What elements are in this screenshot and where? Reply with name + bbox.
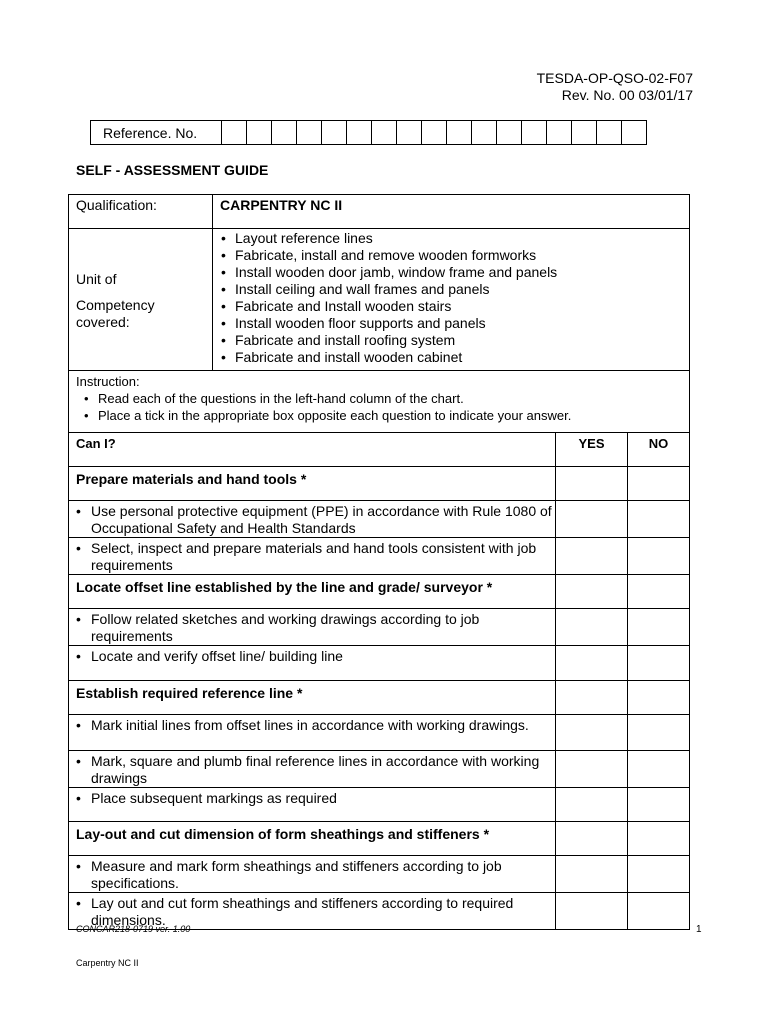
unit-item: • Install wooden door jamb, window frame and panels [213,264,689,281]
answer-no-box[interactable] [628,715,690,751]
unit-item: • Install ceiling and wall frames and panels [213,281,689,298]
question-text: Mark initial lines from offset lines in accordance with working drawings. [91,717,529,733]
question-row [69,538,690,575]
section-row [69,822,690,856]
qualification-value: CARPENTRY NC II [213,195,690,229]
question-text: Select, inspect and prepare materials and hand tools consistent with job requirements [91,540,537,573]
answer-yes-box[interactable] [556,788,628,822]
answer-no-box[interactable] [628,751,690,788]
reference-digit-box[interactable] [397,121,422,145]
answer-yes-box[interactable] [556,609,628,646]
unit-item: • Fabricate and install roofing system [213,332,689,349]
column-question-header: Can I? [69,433,556,467]
column-yes-header: YES [556,433,628,467]
section-title: Prepare materials and hand tools * [69,467,556,501]
question-row [69,751,690,788]
bullet-icon: • [76,648,81,664]
units-list [213,229,689,366]
footer-qualification: Carpentry NC II [76,958,139,968]
bullet-icon: • [76,611,81,627]
reference-digit-box[interactable] [347,121,372,145]
question-cell [69,501,556,538]
question-text: Locate and verify offset line/ building line [91,648,343,664]
qualification-label: Qualification: [69,195,213,229]
revision-number: Rev. No. 00 03/01/17 [561,87,693,103]
reference-digit-box[interactable] [247,121,272,145]
question-row [69,715,690,751]
reference-digit-box[interactable] [547,121,572,145]
section-no-box[interactable] [628,575,690,609]
answer-yes-box[interactable] [556,646,628,681]
reference-label: Reference. No. [91,121,222,145]
reference-digit-box[interactable] [322,121,347,145]
reference-digit-box[interactable] [572,121,597,145]
question-cell [69,715,556,751]
question-cell [69,538,556,575]
instruction-label: Instruction: [76,374,140,389]
question-text: Mark, square and plumb final reference lines in accordance with working drawings [91,753,540,786]
assessment-table [68,194,690,930]
question-text: Lay out and cut form sheathings and stiffeners according to required dimensions. [91,895,514,928]
instruction-cell [69,371,690,433]
unit-item: • Fabricate, install and remove wooden formworks [213,247,689,264]
question-row [69,501,690,538]
section-no-box[interactable] [628,822,690,856]
question-text: Use personal protective equipment (PPE) in accordance with Rule 1080 of Occupational Safety and Health Standards [91,503,552,536]
question-row [69,788,690,822]
answer-yes-box[interactable] [556,893,628,930]
question-cell [69,609,556,646]
unit-item: • Layout reference lines [213,230,689,247]
question-row [69,856,690,893]
reference-digit-box[interactable] [622,121,647,145]
question-cell [69,856,556,893]
section-yes-box[interactable] [556,681,628,715]
answer-no-box[interactable] [628,646,690,681]
instruction-item: • Place a tick in the appropriate box opposite each question to indicate your answer. [76,407,689,424]
answer-yes-box[interactable] [556,715,628,751]
question-text: Follow related sketches and working drawings according to job requirements [91,611,480,644]
section-row [69,467,690,501]
reference-digit-box[interactable] [222,121,247,145]
question-cell [69,646,556,681]
answer-yes-box[interactable] [556,856,628,893]
question-text: Measure and mark form sheathings and stiffeners according to job specifications. [91,858,502,891]
footer-page-number: 1 [696,924,702,935]
units-label [69,229,213,371]
section-title: Establish required reference line * [69,681,556,715]
section-no-box[interactable] [628,681,690,715]
sections-body [69,467,690,930]
question-cell [69,788,556,822]
doc-code: TESDA-OP-QSO-02-F07 [536,70,693,86]
answer-no-box[interactable] [628,856,690,893]
instruction-list [76,390,689,424]
footer-code: CONCAR218-0719 ver. 1.00 [76,924,191,934]
question-row [69,646,690,681]
column-header-row [69,433,690,467]
reference-number-box [90,120,647,145]
bullet-icon: • [76,858,81,874]
bullet-icon: • [76,790,81,806]
unit-item: • Fabricate and Install wooden stairs [213,298,689,315]
reference-digit-box[interactable] [447,121,472,145]
section-title: Lay-out and cut dimension of form sheathings and stiffeners * [69,822,556,856]
unit-item: • Fabricate and install wooden cabinet [213,349,689,366]
question-text: Place subsequent markings as required [91,790,337,806]
bullet-icon: • [76,540,81,556]
answer-no-box[interactable] [628,501,690,538]
reference-digit-box[interactable] [522,121,547,145]
answer-no-box[interactable] [628,538,690,575]
question-row [69,609,690,646]
answer-yes-box[interactable] [556,751,628,788]
section-title: Locate offset line established by the line and grade/ surveyor * [69,575,556,609]
reference-digit-box[interactable] [372,121,397,145]
answer-yes-box[interactable] [556,501,628,538]
bullet-icon: • [76,503,81,519]
answer-no-box[interactable] [628,788,690,822]
section-row [69,681,690,715]
reference-digit-box[interactable] [297,121,322,145]
answer-yes-box[interactable] [556,538,628,575]
bullet-icon: • [76,753,81,769]
reference-digit-box[interactable] [472,121,497,145]
document-id [537,70,693,104]
reference-digit-box[interactable] [422,121,447,145]
units-label-line2: Competency covered: [76,296,155,330]
units-row [69,229,690,371]
bullet-icon: • [76,717,81,733]
answer-no-box[interactable] [628,893,690,930]
column-no-header: NO [628,433,690,467]
instruction-item: • Read each of the questions in the left-hand column of the chart. [76,390,689,407]
answer-no-box[interactable] [628,609,690,646]
unit-item: • Install wooden floor supports and panels [213,315,689,332]
units-list-cell [213,229,690,371]
qualification-row [69,195,690,229]
question-cell [69,751,556,788]
page-title: SELF - ASSESSMENT GUIDE [76,162,269,178]
reference-digit-box[interactable] [497,121,522,145]
section-yes-box[interactable] [556,575,628,609]
section-no-box[interactable] [628,467,690,501]
reference-digit-box[interactable] [597,121,622,145]
instruction-row [69,371,690,433]
units-label-line1: Unit of [76,270,117,287]
section-yes-box[interactable] [556,467,628,501]
section-yes-box[interactable] [556,822,628,856]
section-row [69,575,690,609]
reference-digit-box[interactable] [272,121,297,145]
bullet-icon: • [76,895,81,911]
